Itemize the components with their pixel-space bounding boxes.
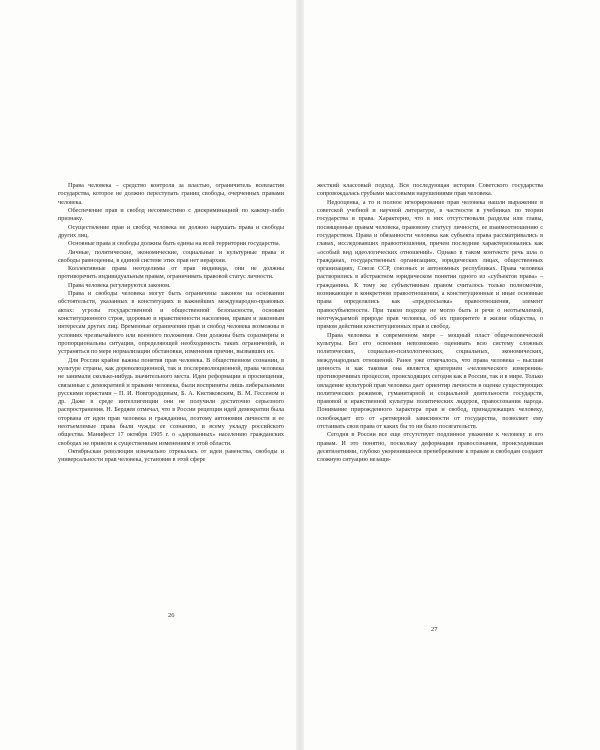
right-paragraph-2: Права человека в современном мире – мощный пласт общечеловеческой культуры. Без его освоения невозможно оценивать всю систему сложных политических, социально-психологических, социальных, экономических, международных отношений. Ранее уже отмечалось, что права человека – высшая ценность и как таковая она является критерием «человеческого измерения» противоречивых процессов, происходящих сегодня как в России, так и в мире. Только овладение культурой прав человека дает ориентир личности в оценке существующих политических режимов, гуманитарной и социальной деятельности государств, правовой и нравственной культуры политических лидеров, правосознания народа. Понимание прирожденного характера прав и свобод, принадлежащих человеку, освобождает его от «ретмерной зависимости от государства, позволяет ему отстаивать свои права от каких бы то ни было посягательств. <box>317 331 543 431</box>
left-paragraph-8: Права и свободы человека могут быть ограничены законом на основании обстоятельств, указанных в конституциях и важнейших международно-правовых актах: угрозы государственной и общественной безопасности, основам конституционного строя, здоровью и нравственности населения, правам и законным интересам других лиц. Временные ограничения прав и свобод человека возможны в условиях чрезвычайного или военного положения. Они должны быть соразмерны и пропорциональны ситуации, определяющей необходимость таких ограничений, и устраняться по мере нормализации обстановки, изменения причин, вызвавших их. <box>58 290 284 356</box>
left-paragraph-1: Права человека – средство контроля за властью, ограничитель всевластия государства, которое не должно переступать границ свободы, очерченных правами человека. <box>58 182 284 206</box>
left-paragraph-6: Коллективные права неотделимы от прав индивида, они не должны противоречить индивидуальным правам, ограничивать правовой статус личности. <box>58 265 284 281</box>
book-gutter <box>296 0 304 750</box>
right-paragraph-3: Сегодня в России все еще отсутствует подлинное уважение к человеку и его правам. И это понятно, поскольку деформация правосознания, происходившая десятилетиями, глубоко укоренившееся пренебрежение к правам и свободам создают сложную ситуацию незащи- <box>317 431 543 464</box>
left-paragraph-9: Для России крайне важны понятия прав человека. В общественном сознании, в культуре страны, как дореволюционной, так и послереволюционной, права человека не занимали сколько-нибудь значительного места. Идеи реформации и просвещения, связанные с демократией и правами человека, были восприняты лишь либеральными русскими юристами – П. И. Новгородцевым, Б. А. Кистяковским, В. М. Гессеном и др. Даже в среде интеллигенции они не получили достаточно серьезного распространения. Н. Бердяев отмечал, что в России рецепция идей демократии была оторвана от идеи прав человека и гражданина, поэтому автономия личности и ее неотъемлемые права были чужды ее сознанию, и всему укладу российского общества. Манифест 17 октября 1905 г. о «дарованных» населению гражданских свободах не привели к существенным изменениям в этой области. <box>58 356 284 447</box>
left-paragraph-4: Основные права и свободы должны быть едины на всей территории государства. <box>68 240 281 248</box>
left-paragraph-5: Личные, политические, экономические, социальные и культурные права и свободы равноценны, в единой системе этих прав нет иерархии. <box>58 248 284 264</box>
right-page <box>317 182 543 465</box>
left-paragraph-2: Обеспечение прав и свобод несовместимо с дискриминацией по какому-либо признаку. <box>58 206 284 223</box>
left-paragraph-3: Осуществление прав и свобод человека не должно нарушать права и свободы других лиц. <box>58 223 284 239</box>
left-page <box>58 182 284 465</box>
left-paragraph-7: Права человека регулируются законом. <box>68 281 171 289</box>
left-paragraph-10: Октябрьская революция изначально отрекалась от идеи равенства, свободы и универсальности прав человека, установив в этой сфере <box>58 448 284 464</box>
right-paragraph-1: Недооценка, а то и полное игнорирование прав человека нашли выражение в советской учебной и научной литературе, в частности в учебниках по теории государства и права. Характерно, что в них отсутствовали разделы или главы, посвященные правам человека, правовому статусу личности, ее взаимоотношению с государством. Права и обязанности человека как субъекта права рассматривались в главах, исследовавших правоотношения, причем последние характеризовались как «особый вид идеологических отношений». Однако в таком контексте речь шла о гражданах, государственных организациях, юридических лицах, общественных организациях, Союзе ССР, союзных и автономных республиках. Права человека растворились в абстрактном юридическом понятии одного из «субъектов права» – гражданина. К тому же субъективным правом считалось только полномочие, возникающее в конкретном правоотношении, а конституционные и иные основные права определялись как «предпосылка» правоотношения, элемент правосубъектности. При таком подходе не могло быть и речи о неотъемлемой, неотчуждаемой природе прав человека, об их приоритете в жизни общества, о прямом действии конституционных прав и свобод. <box>317 198 543 331</box>
right-paragraph-continued: жесткий классовый подход. Вся последующая история Советского государства сопровождалась грубыми массовыми нарушениями прав человека. <box>317 182 543 198</box>
right-page-number: 27 <box>431 626 438 633</box>
left-page-number: 26 <box>168 612 175 619</box>
